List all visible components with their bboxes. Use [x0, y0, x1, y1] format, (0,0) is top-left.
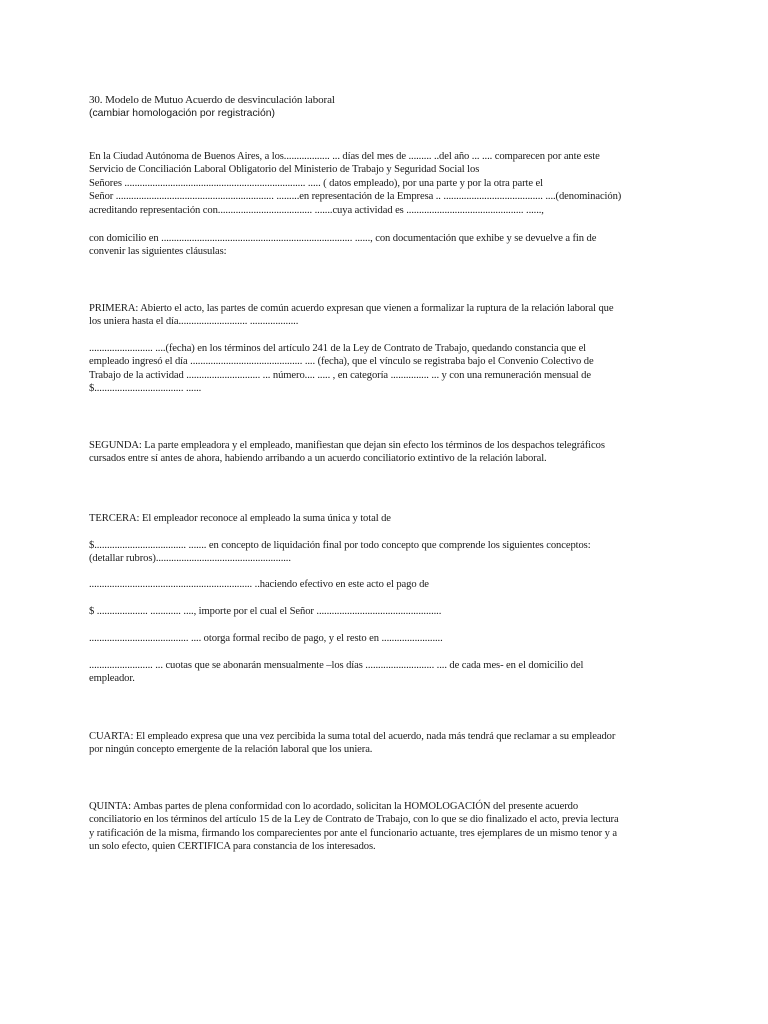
document-subtitle: (cambiar homologación por registración) — [89, 108, 275, 120]
paragraph-line: empleado ingresó el día ............................................ .... (fecha), que el vínculo se registraba bajo el Convenio Colectivo de — [89, 356, 594, 368]
clause-segunda — [89, 439, 689, 466]
paragraph-line: acreditando representación con..................................... .......cuya actividad es .............................................. ......, — [89, 204, 544, 216]
paragraph-line: TERCERA: El empleador reconoce al empleado la suma única y total de — [89, 513, 391, 524]
paragraph-line: (detallar rubros)..................................................... — [89, 553, 291, 565]
paragraph-line: Servicio de Conciliación Laboral Obligatorio del Ministerio de Trabajo y Seguridad Social los — [89, 164, 480, 176]
paragraph-line: $ .................... ............ ...., importe por el cual el Señor ................................................. — [89, 606, 442, 617]
tercera-amount — [89, 539, 689, 566]
paragraph-line: $.................................... ....... en concepto de liquidación final por todo concepto que comprende los siguientes conceptos: — [89, 540, 591, 551]
tercera-cuotas — [89, 659, 689, 686]
tercera-importe — [89, 605, 689, 618]
domicilio-paragraph — [89, 232, 689, 259]
paragraph-line: $................................... ...... — [89, 383, 202, 395]
paragraph-line: En la Ciudad Autónoma de Buenos Aires, a los.................. ... días del mes de ......... ..del año ... .... comparecen por ante este — [89, 151, 600, 162]
paragraph-line: QUINTA: Ambas partes de plena conformidad con lo acordado, solicitan la HOMOLOGACIÓN del presente acuerdo — [89, 801, 579, 812]
paragraph-line: ......................... ....(fecha) en los términos del artículo 241 de la Ley de Contrato de Trabajo, quedando constancia que el — [89, 342, 587, 354]
paragraph-line: PRIMERA: Abierto el acto, las partes de común acuerdo expresan que vienen a formalizar la ruptura de la relación laboral que — [89, 303, 614, 314]
clause-quinta — [89, 800, 689, 854]
document-title: 30. Modelo de Mutuo Acuerdo de desvinculación laboral — [89, 94, 335, 106]
paragraph-line: Señores ....................................................................... ..... ( datos empleado), por una parte y por la otra parte el — [89, 177, 543, 189]
document-page — [89, 0, 689, 1024]
intro-paragraph — [89, 150, 689, 217]
paragraph-line: y ratificación de la misma, firmando los comparecientes por ante el funcionario actuante, tres ejemplares de un mismo tenor y a — [89, 827, 617, 839]
paragraph-line: por ningún concepto emergente de la relación laboral que los uniera. — [89, 744, 373, 756]
paragraph-line: SEGUNDA: La parte empleadora y el empleado, manifiestan que dejan sin efecto los términos de los despachos telegráficos — [89, 440, 605, 451]
paragraph-line: Señor .............................................................. .........en representación de la Empresa .. ....................................... ....(denominación) — [89, 191, 622, 203]
paragraph-line: un solo efecto, quien CERTIFICA para constancia de los interesados. — [89, 841, 376, 853]
paragraph-line: ....................................... .... otorga formal recibo de pago, y el resto en ........................ — [89, 633, 443, 644]
clause-cuarta — [89, 730, 689, 757]
paragraph-line: con domicilio en ........................................................................... ......, con documentación que exhibe y se devuelve a fin de — [89, 233, 597, 244]
paragraph-line: cursados entre sí antes de ahora, habiendo arribando a un acuerdo conciliatorio extintivo de la relación laboral. — [89, 453, 547, 465]
clause-primera — [89, 302, 689, 395]
paragraph-line: ......................... ... cuotas que se abonarán mensualmente –los días ........................... .... de cada mes- en el domicilio del — [89, 660, 584, 671]
tercera-payment — [89, 578, 689, 591]
paragraph-line: convenir las siguientes cláusulas: — [89, 246, 227, 258]
paragraph-line: conciliatorio en los términos del artículo 15 de la Ley de Contrato de Trabajo, con lo que se dio finalizado el acto, previa lectura — [89, 814, 619, 826]
clause-tercera — [89, 512, 689, 525]
paragraph-line: CUARTA: El empleado expresa que una vez percibida la suma total del acuerdo, nada más tendrá que reclamar a su empleador — [89, 731, 616, 742]
paragraph-line: ................................................................ ..haciendo efectivo en este acto el pago de — [89, 579, 429, 590]
paragraph-line: empleador. — [89, 673, 135, 685]
tercera-recibo — [89, 632, 689, 645]
paragraph-line: los uniera hasta el día........................... ................... — [89, 316, 299, 328]
document-heading — [89, 94, 689, 121]
paragraph-line: Trabajo de la actividad ............................. ... número.... ..... , en categoría ............... ... y con una remuneración mensual de — [89, 369, 591, 381]
